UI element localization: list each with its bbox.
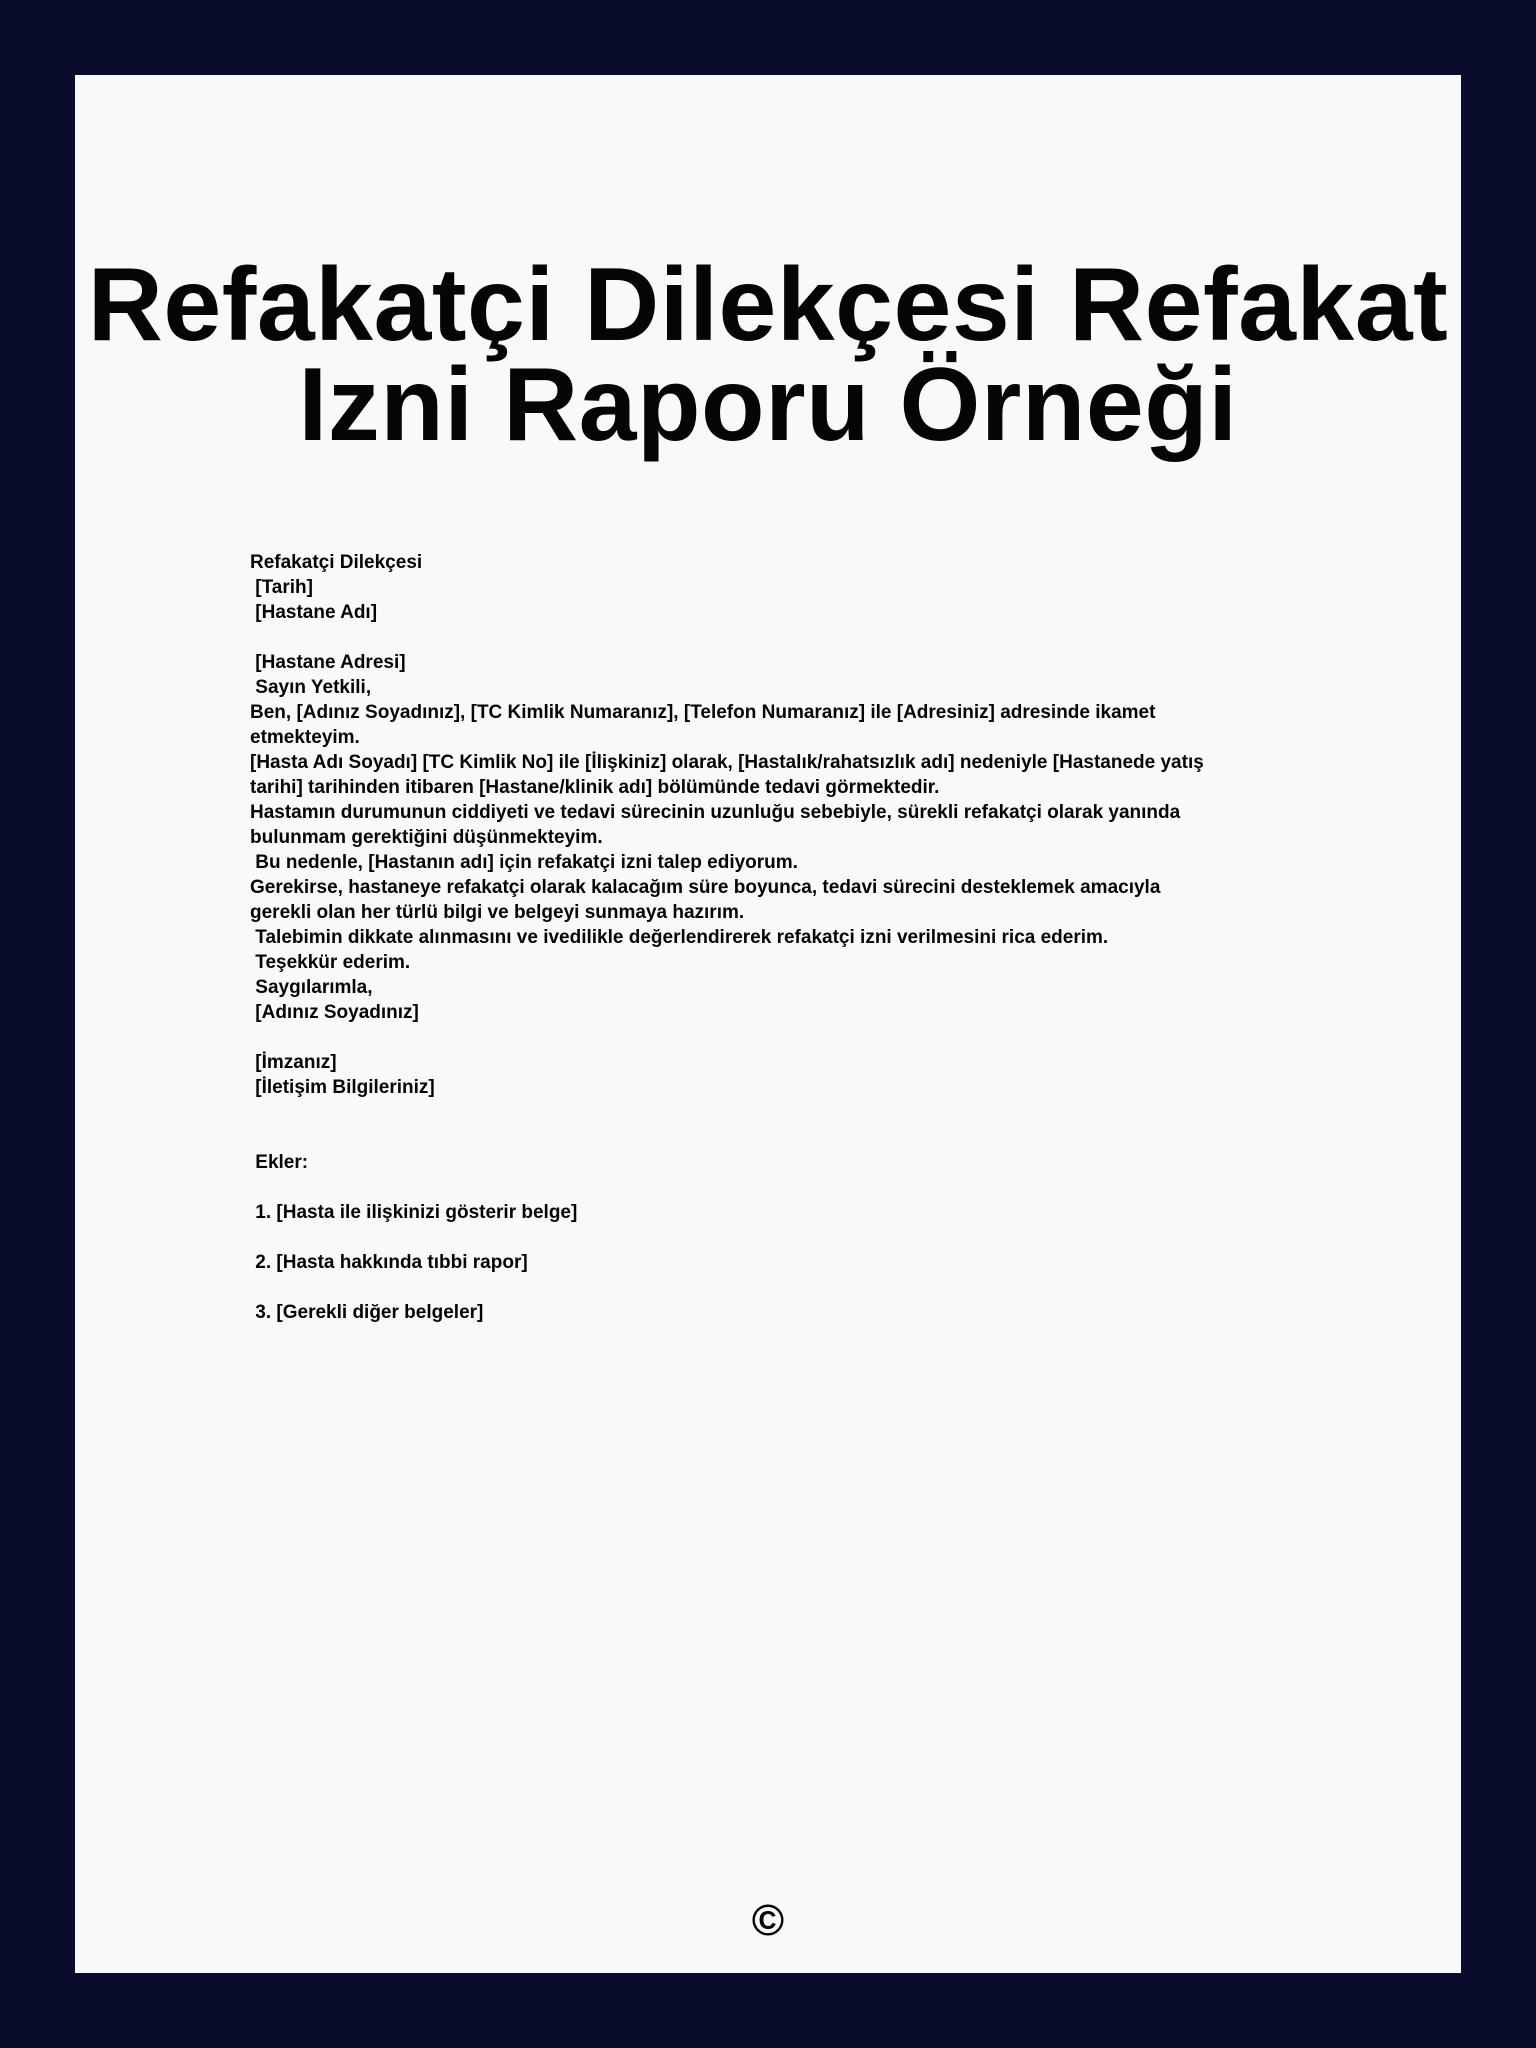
letter-line: bulunmam gerektiğini düşünmekteyim. <box>250 827 603 848</box>
letter-line <box>250 1125 1350 1150</box>
letter-line: Bu nedenle, [Hastanın adı] için refakatçi izni talep ediyorum. <box>250 852 798 873</box>
letter-line <box>250 1275 1350 1300</box>
letter-line: Saygılarımla, <box>250 977 373 998</box>
letter-line <box>250 625 1350 650</box>
letter-line: Ekler: <box>250 1152 309 1173</box>
letter-line: 1. [Hasta ile ilişkinizi gösterir belge] <box>250 1202 578 1223</box>
letter-line: [Adınız Soyadınız] <box>250 1002 419 1023</box>
letter-line: [İmzanız] <box>250 1052 337 1073</box>
page-title: Refakatçi Dilekçesi Refakat Izni Raporu Örneği <box>87 247 1449 463</box>
letter-line: Ben, [Adınız Soyadınız], [TC Kimlik Numaranız], [Telefon Numaranız] ile [Adresiniz] adresinde ikamet <box>250 702 1156 723</box>
letter-line: Gerekirse, hastaneye refakatçi olarak kalacağım süre boyunca, tedavi sürecini desteklemek amacıyla <box>250 877 1161 898</box>
letter-line: etmekteyim. <box>250 727 360 748</box>
letter-body <box>250 550 1350 1325</box>
letter-line: Sayın Yetkili, <box>250 677 372 698</box>
copyright-icon: © <box>751 1896 785 1945</box>
letter-line <box>250 1100 1350 1125</box>
letter-line: Hastamın durumunun ciddiyeti ve tedavi sürecinin uzunluğu sebebiyle, sürekli refakatçi olarak yanında <box>250 802 1181 823</box>
letter-line: [Hastane Adı] <box>250 602 378 623</box>
letter-line: Teşekkür ederim. <box>250 952 411 973</box>
letter-line <box>250 1225 1350 1250</box>
letter-line: 2. [Hasta hakkında tıbbi rapor] <box>250 1252 528 1273</box>
letter-line <box>250 1025 1350 1050</box>
letter-line <box>250 1175 1350 1200</box>
letter-line: Talebimin dikkate alınmasını ve ivedilikle değerlendirerek refakatçi izni verilmesini rica ederim. <box>250 927 1109 948</box>
letter-line: tarihi] tarihinden itibaren [Hastane/klinik adı] bölümünde tedavi görmektedir. <box>250 777 940 798</box>
letter-line: [Tarih] <box>250 577 313 598</box>
letter-line: gerekli olan her türlü bilgi ve belgeyi sunmaya hazırım. <box>250 902 745 923</box>
letter-line: [İletişim Bilgileriniz] <box>250 1077 435 1098</box>
letter-line: [Hastane Adresi] <box>250 652 406 673</box>
document-page <box>75 75 1461 1973</box>
letter-line: [Hasta Adı Soyadı] [TC Kimlik No] ile [İlişkiniz] olarak, [Hastalık/rahatsızlık adı] nedeniyle [Hastanede yatış <box>250 752 1204 773</box>
letter-line: 3. [Gerekli diğer belgeler] <box>250 1302 484 1323</box>
letter-line: Refakatçi Dilekçesi <box>250 552 423 573</box>
